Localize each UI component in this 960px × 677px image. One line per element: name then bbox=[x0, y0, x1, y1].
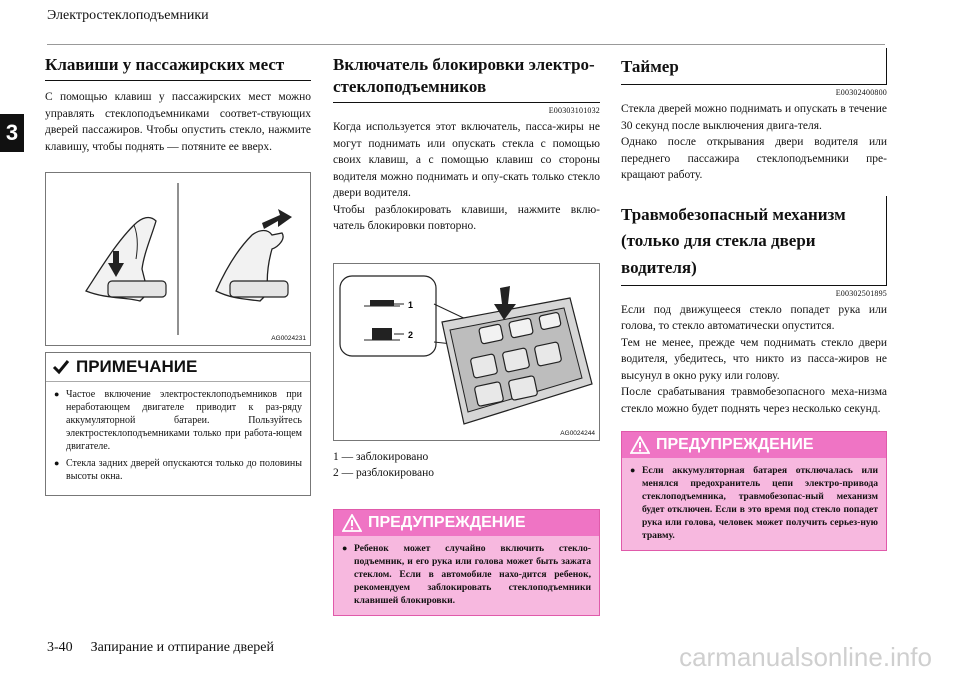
note-header bbox=[46, 353, 310, 382]
section-code: E00302501895 bbox=[835, 288, 887, 298]
warning-item: ● Если аккумуляторная батарея отключалась или менялся предохранитель цепи электро-привода стеклоподъемника, травмобезопас-ный механизм будет отключен. Если в это время под стекло попадет рука или голова, человек может получить серьез-ную травму. bbox=[630, 464, 878, 542]
page-number: 3-40 bbox=[47, 640, 73, 655]
paragraph: После срабатывания травмобезопасного меха-низма стекло можно будет поднять через несколько секунд. bbox=[621, 386, 887, 415]
lock-switch-figure bbox=[333, 263, 600, 441]
section-heading: Травмобезопасный механизм (только для стекла двери водителя) bbox=[621, 196, 887, 286]
note-box bbox=[45, 352, 311, 496]
section-code: E00303101032 bbox=[548, 106, 600, 116]
warning-list bbox=[622, 458, 886, 550]
paragraph: Тем не менее, прежде чем поднимать стекло двери водителя, убедитесь, что никто из пасса-жиров не высунул в окно руку или голову. bbox=[621, 336, 887, 382]
warning-title: ПРЕДУПРЕЖДЕНИЕ bbox=[656, 436, 814, 454]
figure-code: AG0024244 bbox=[560, 429, 595, 437]
warning-title: ПРЕДУПРЕЖДЕНИЕ bbox=[368, 513, 526, 531]
section-heading: Таймер bbox=[621, 48, 887, 85]
warning-header bbox=[622, 432, 886, 458]
position-label: 2 bbox=[408, 329, 414, 340]
top-rule bbox=[47, 44, 885, 45]
paragraph: Чтобы разблокировать клавиши, нажмите вклю-чатель блокировки повторно. bbox=[333, 203, 600, 233]
legend-item: 1 — заблокировано bbox=[333, 450, 429, 463]
paragraph: Если под движущееся стекло попадет рука или голова, то стекло автоматически опустится. bbox=[621, 303, 887, 333]
paragraph: Однако после открывания двери водителя или переднего пассажира стеклоподъемники пре-кращают работу. bbox=[621, 136, 887, 182]
checkmark-icon bbox=[52, 359, 70, 375]
passenger-switch-illustration bbox=[46, 173, 310, 345]
chapter-tab: 3 bbox=[0, 114, 24, 152]
watermark: carmanualsonline.info bbox=[679, 642, 932, 672]
lock-switch-illustration bbox=[334, 264, 599, 440]
note-item: ● Стекла задних дверей опускаются только до половины высоты окна. bbox=[54, 457, 302, 483]
section-heading: Клавиши у пассажирских мест bbox=[45, 48, 311, 81]
note-title: ПРИМЕЧАНИЕ bbox=[76, 357, 198, 377]
note-list bbox=[46, 382, 310, 495]
running-head: Электростеклоподъемники bbox=[47, 8, 209, 23]
section-code: E00302400800 bbox=[835, 88, 887, 98]
figure-code: AG0024231 bbox=[271, 335, 306, 343]
page-footer bbox=[47, 640, 274, 656]
column-timer-safety bbox=[621, 48, 887, 551]
warning-triangle-icon bbox=[630, 436, 650, 454]
warning-box bbox=[621, 431, 887, 551]
paragraph: Когда используется этот включатель, пасса-жиры не могут поднимать или опускать стекла с помощью своих клавиш, а с помощью клавиш со стороны водителя можно поднимать и опу-скать только стекло двери водителя. bbox=[333, 121, 600, 200]
footer-section-title: Запирание и отпирание дверей bbox=[90, 640, 275, 655]
paragraph: С помощью клавиш у пассажирских мест можно управлять стеклоподъемниками соответ-ствующих дверей пассажиров. Чтобы опустить стекло, нажмите клавишу, чтобы поднять — потяните ее вверх. bbox=[45, 91, 311, 153]
warning-header bbox=[334, 510, 599, 536]
section-heading: Включатель блокировки электро-стеклоподъемников bbox=[333, 48, 600, 103]
note-item: ● Частое включение электростеклоподъемников при неработающем двигателе приводит к раз-ряду аккумуляторной батареи. Пользуйтесь электростеклоподъемниками только при работа-ющем двигателе. bbox=[54, 388, 302, 453]
column-passenger-switches bbox=[45, 48, 311, 496]
warning-triangle-icon bbox=[342, 514, 362, 532]
legend-item: 2 — разблокировано bbox=[333, 466, 434, 479]
column-lock-switch bbox=[333, 48, 600, 616]
warning-box bbox=[333, 509, 600, 616]
warning-item: ● Ребенок может случайно включить стекло-подъемник, и его рука или голова может быть зажата стеклом. Если в автомобиле нахо-дится ребенок, рекомендуем заблокировать стеклоподъемники клавишей блокировки. bbox=[342, 542, 591, 607]
paragraph: Стекла дверей можно поднимать и опускать в течение 30 секунд после выключения двига-теля. bbox=[621, 103, 887, 132]
passenger-switch-figure bbox=[45, 172, 311, 346]
warning-list bbox=[334, 536, 599, 615]
position-label: 1 bbox=[408, 299, 414, 310]
